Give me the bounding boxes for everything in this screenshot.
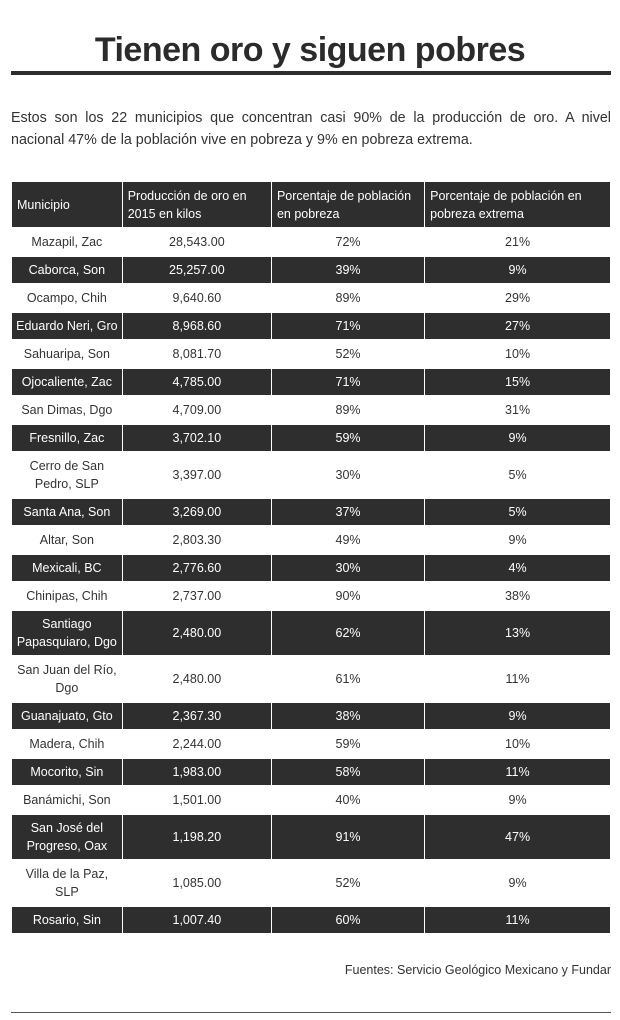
- cell-pobreza: 62%: [272, 611, 424, 655]
- cell-produccion: 3,269.00: [123, 499, 271, 525]
- cell-municipio: Fresnillo, Zac: [12, 425, 122, 451]
- cell-pobreza-extrema: 11%: [425, 759, 610, 785]
- cell-produccion: 3,702.10: [123, 425, 271, 451]
- cell-produccion: 8,081.70: [172, 347, 222, 361]
- table-row: [12, 703, 610, 729]
- cell-municipio: Caborca, Son: [12, 257, 122, 283]
- cell-produccion: 1,983.00: [123, 759, 271, 785]
- table-row: [12, 499, 610, 525]
- cell-pobreza-extrema: 47%: [425, 815, 610, 859]
- cell-pobreza: 49%: [335, 533, 361, 547]
- cell-municipio: Villa de la Paz, SLP: [25, 867, 109, 899]
- cell-pobreza-extrema: 10%: [505, 737, 531, 751]
- cell-pobreza-extrema: 9%: [425, 257, 610, 283]
- cell-pobreza-extrema: 38%: [505, 589, 531, 603]
- cell-municipio: San Dimas, Dgo: [21, 403, 113, 417]
- cell-pobreza: 89%: [335, 291, 361, 305]
- header-pobreza-extrema: Porcentaje de población en pobreza extrema: [425, 182, 610, 227]
- table-row: [12, 527, 610, 553]
- cell-pobreza: 40%: [335, 793, 361, 807]
- table-row: [12, 731, 610, 757]
- cell-pobreza-extrema: 11%: [425, 907, 610, 933]
- cell-pobreza-extrema: 9%: [508, 876, 527, 890]
- cell-pobreza: 60%: [272, 907, 424, 933]
- cell-pobreza-extrema: 5%: [425, 499, 610, 525]
- table-row: [12, 657, 610, 701]
- cell-municipio: Cerro de San Pedro, SLP: [29, 459, 105, 491]
- cell-pobreza: 37%: [272, 499, 424, 525]
- cell-municipio: Eduardo Neri, Gro: [12, 313, 122, 339]
- cell-produccion: 9,640.60: [172, 291, 222, 305]
- cell-municipio: Santa Ana, Son: [12, 499, 122, 525]
- cell-produccion: 1,085.00: [172, 876, 222, 890]
- cell-pobreza-extrema: 29%: [505, 291, 531, 305]
- cell-municipio: Madera, Chih: [29, 737, 105, 751]
- cell-pobreza: 52%: [335, 876, 361, 890]
- cell-produccion: 2,367.30: [123, 703, 271, 729]
- cell-pobreza-extrema: 13%: [425, 611, 610, 655]
- table-row: [12, 815, 610, 859]
- cell-municipio: Mexicali, BC: [12, 555, 122, 581]
- cell-pobreza-extrema: 21%: [505, 235, 531, 249]
- cell-pobreza-extrema: 9%: [425, 703, 610, 729]
- table-row: [12, 907, 610, 933]
- table-row: [12, 583, 610, 609]
- cell-pobreza-extrema: 4%: [425, 555, 610, 581]
- cell-produccion: 28,543.00: [169, 235, 225, 249]
- cell-pobreza: 58%: [272, 759, 424, 785]
- cell-pobreza: 90%: [335, 589, 361, 603]
- cell-produccion: 3,397.00: [172, 468, 222, 482]
- cell-pobreza: 30%: [272, 555, 424, 581]
- cell-produccion: 2,803.30: [172, 533, 222, 547]
- table-row: [12, 787, 610, 813]
- cell-pobreza-extrema: 27%: [425, 313, 610, 339]
- table-body: [12, 229, 610, 933]
- cell-pobreza: 89%: [335, 403, 361, 417]
- cell-pobreza: 38%: [272, 703, 424, 729]
- cell-pobreza: 59%: [272, 425, 424, 451]
- cell-pobreza-extrema: 31%: [505, 403, 531, 417]
- cell-pobreza-extrema: 5%: [508, 468, 527, 482]
- cell-pobreza-extrema: 9%: [508, 793, 527, 807]
- table-row: [12, 369, 610, 395]
- table-row: [12, 611, 610, 655]
- intro-paragraph: Estos son los 22 municipios que concentran casi 90% de la producción de oro. A nivel nacional 47% de la población vive en pobreza y 9% en pobreza extrema.: [11, 110, 611, 148]
- cell-pobreza: 91%: [272, 815, 424, 859]
- cell-pobreza-extrema: 15%: [425, 369, 610, 395]
- cell-pobreza: 72%: [335, 235, 361, 249]
- cell-pobreza: 39%: [272, 257, 424, 283]
- cell-municipio: Santiago Papasquiaro, Dgo: [12, 611, 122, 655]
- table-row: [12, 425, 610, 451]
- cell-municipio: San Juan del Río, Dgo: [17, 663, 117, 695]
- cell-produccion: 2,737.00: [172, 589, 222, 603]
- cell-produccion: 1,007.40: [123, 907, 271, 933]
- gold-municipalities-table: [11, 180, 611, 935]
- cell-municipio: Mazapil, Zac: [31, 235, 103, 249]
- source-note: Fuentes: Servicio Geológico Mexicano y Fundar: [344, 963, 611, 977]
- title-divider: [11, 71, 611, 75]
- table-row: [12, 341, 610, 367]
- header-produccion: Producción de oro en 2015 en kilos: [123, 182, 271, 227]
- bottom-divider: [11, 1012, 611, 1013]
- cell-produccion: 8,968.60: [123, 313, 271, 339]
- cell-municipio: Chinipas, Chih: [26, 589, 108, 603]
- cell-municipio: Rosario, Sin: [12, 907, 122, 933]
- cell-municipio: Ojocaliente, Zac: [12, 369, 122, 395]
- cell-municipio: Guanajuato, Gto: [12, 703, 122, 729]
- table-row: [12, 555, 610, 581]
- cell-produccion: 4,709.00: [172, 403, 222, 417]
- table-row: [12, 229, 610, 255]
- cell-pobreza: 61%: [335, 672, 361, 686]
- cell-pobreza-extrema: 9%: [508, 533, 527, 547]
- cell-pobreza-extrema: 9%: [425, 425, 610, 451]
- cell-municipio: San José del Progreso, Oax: [12, 815, 122, 859]
- cell-produccion: 1,198.20: [123, 815, 271, 859]
- cell-produccion: 2,244.00: [172, 737, 222, 751]
- cell-municipio: Ocampo, Chih: [26, 291, 107, 305]
- table-row: [12, 861, 610, 905]
- table-row: [12, 453, 610, 497]
- cell-municipio: Sahuaripa, Son: [23, 347, 110, 361]
- cell-pobreza: 71%: [272, 313, 424, 339]
- cell-municipio: Banámichi, Son: [23, 793, 111, 807]
- cell-pobreza: 52%: [335, 347, 361, 361]
- cell-pobreza-extrema: 10%: [505, 347, 531, 361]
- table-row: [12, 257, 610, 283]
- cell-produccion: 25,257.00: [123, 257, 271, 283]
- cell-pobreza: 59%: [335, 737, 361, 751]
- cell-municipio: Altar, Son: [39, 533, 94, 547]
- page-title: Tienen oro y siguen pobres: [94, 31, 526, 69]
- table-header-row: [12, 182, 610, 227]
- cell-pobreza: 30%: [335, 468, 361, 482]
- cell-produccion: 1,501.00: [172, 793, 222, 807]
- cell-municipio: Mocorito, Sin: [12, 759, 122, 785]
- table-row: [12, 313, 610, 339]
- header-municipio: Municipio: [12, 182, 122, 227]
- cell-produccion: 2,480.00: [172, 672, 222, 686]
- cell-produccion: 2,480.00: [123, 611, 271, 655]
- table-row: [12, 285, 610, 311]
- cell-pobreza: 71%: [272, 369, 424, 395]
- cell-pobreza-extrema: 11%: [505, 672, 530, 686]
- cell-produccion: 2,776.60: [123, 555, 271, 581]
- table-row: [12, 759, 610, 785]
- table-row: [12, 397, 610, 423]
- cell-produccion: 4,785.00: [123, 369, 271, 395]
- header-pobreza: Porcentaje de población en pobreza: [272, 182, 424, 227]
